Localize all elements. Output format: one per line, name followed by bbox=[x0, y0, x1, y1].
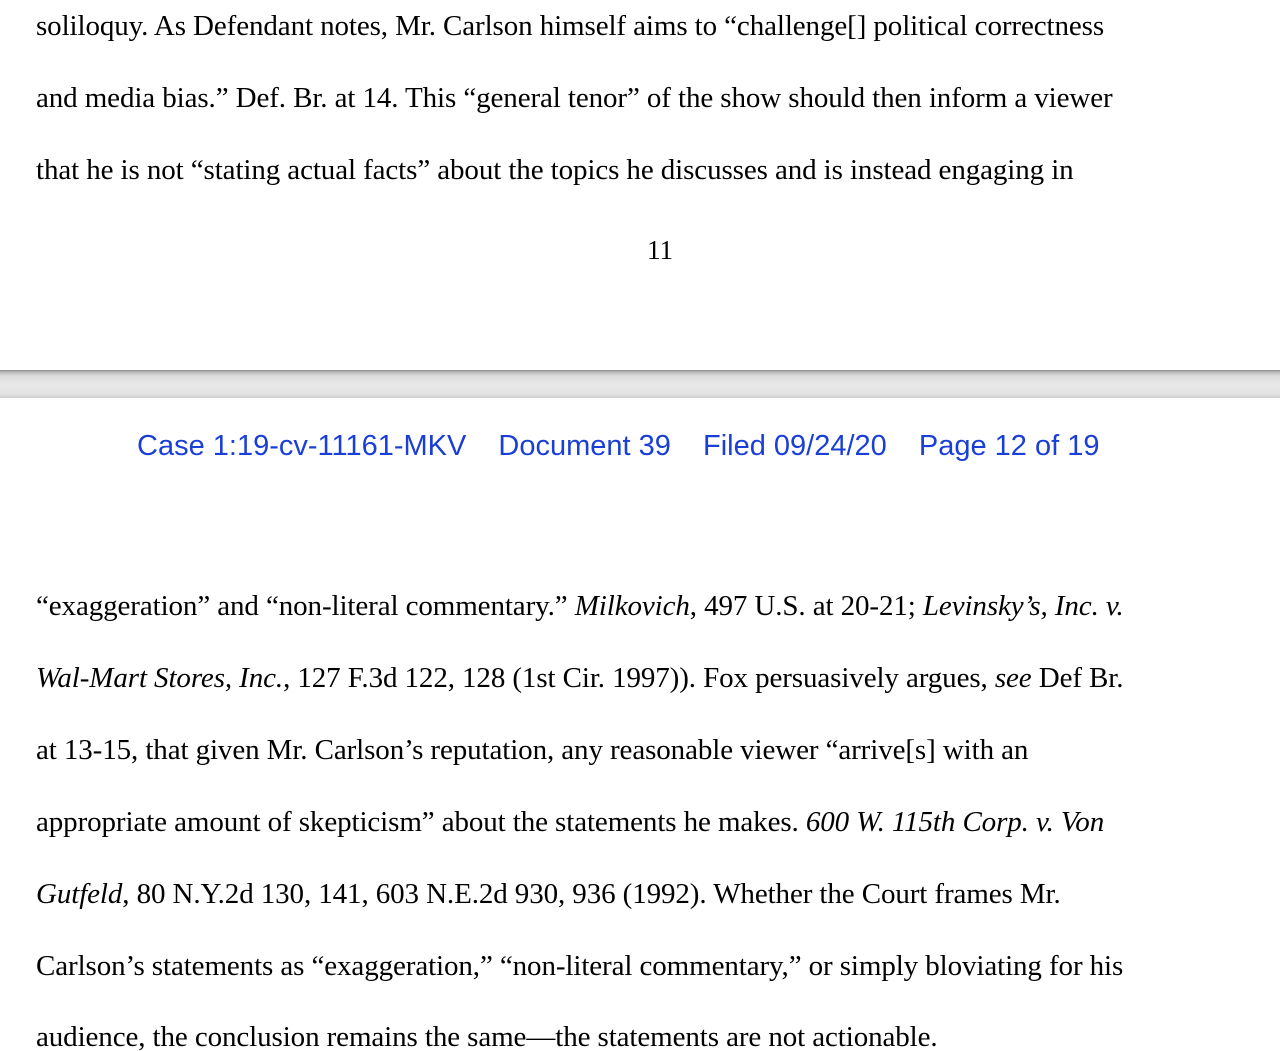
case-citation: Levinsky’s, Inc. v. bbox=[922, 590, 1124, 622]
text-line bbox=[36, 805, 1104, 839]
text-line: and media bias.” Def. Br. at 14. This “general tenor” of the show should then inform a viewer bbox=[36, 82, 1113, 114]
signal-word: see bbox=[994, 662, 1032, 694]
text-line bbox=[36, 589, 1124, 623]
case-number: Case 1:19-cv-11161-MKV bbox=[137, 430, 467, 462]
page-number: 11 bbox=[647, 235, 673, 265]
text-segment: , 127 F.3d 122, 128 (1st Cir. 1997)). Fox persuasively argues, bbox=[283, 662, 995, 694]
page-indicator: Page 12 of 19 bbox=[918, 430, 1100, 462]
text-line: at 13-15, that given Mr. Carlson’s reputation, any reasonable viewer “arrive[s] with an bbox=[36, 734, 1029, 766]
filed-date: Filed 09/24/20 bbox=[702, 430, 887, 462]
case-header bbox=[137, 428, 1099, 464]
text-line bbox=[36, 661, 1123, 695]
text-segment: , 80 N.Y.2d 130, 141, 603 N.E.2d 930, 936 (1992). Whether the Court frames Mr. bbox=[122, 878, 1061, 910]
case-citation: Milkovich bbox=[574, 590, 690, 622]
text-line: audience, the conclusion remains the same—the statements are not actionable. bbox=[36, 1021, 938, 1051]
text-segment: “exaggeration” and “non-literal commentary.” bbox=[36, 590, 575, 622]
document-number: Document 39 bbox=[498, 430, 671, 462]
case-citation: 600 W. 115th Corp. v. Von bbox=[805, 806, 1105, 838]
page-divider bbox=[0, 370, 1280, 398]
previous-page bbox=[0, 0, 1280, 370]
text-line: that he is not “stating actual facts” about the topics he discusses and is instead engaging in bbox=[36, 154, 1074, 186]
text-segment: , 497 U.S. at 20-21; bbox=[689, 590, 923, 622]
text-line: soliloquy. As Defendant notes, Mr. Carlson himself aims to “challenge[] political correctness bbox=[36, 10, 1105, 42]
case-citation: Wal-Mart Stores, Inc. bbox=[36, 662, 284, 694]
case-citation: Gutfeld bbox=[36, 878, 123, 910]
text-line bbox=[36, 877, 1061, 911]
text-segment: Def Br. bbox=[1031, 662, 1124, 694]
text-line: Carlson’s statements as “exaggeration,” “non-literal commentary,” or simply bloviating for his bbox=[36, 950, 1124, 982]
text-segment: appropriate amount of skepticism” about the statements he makes. bbox=[36, 806, 806, 838]
